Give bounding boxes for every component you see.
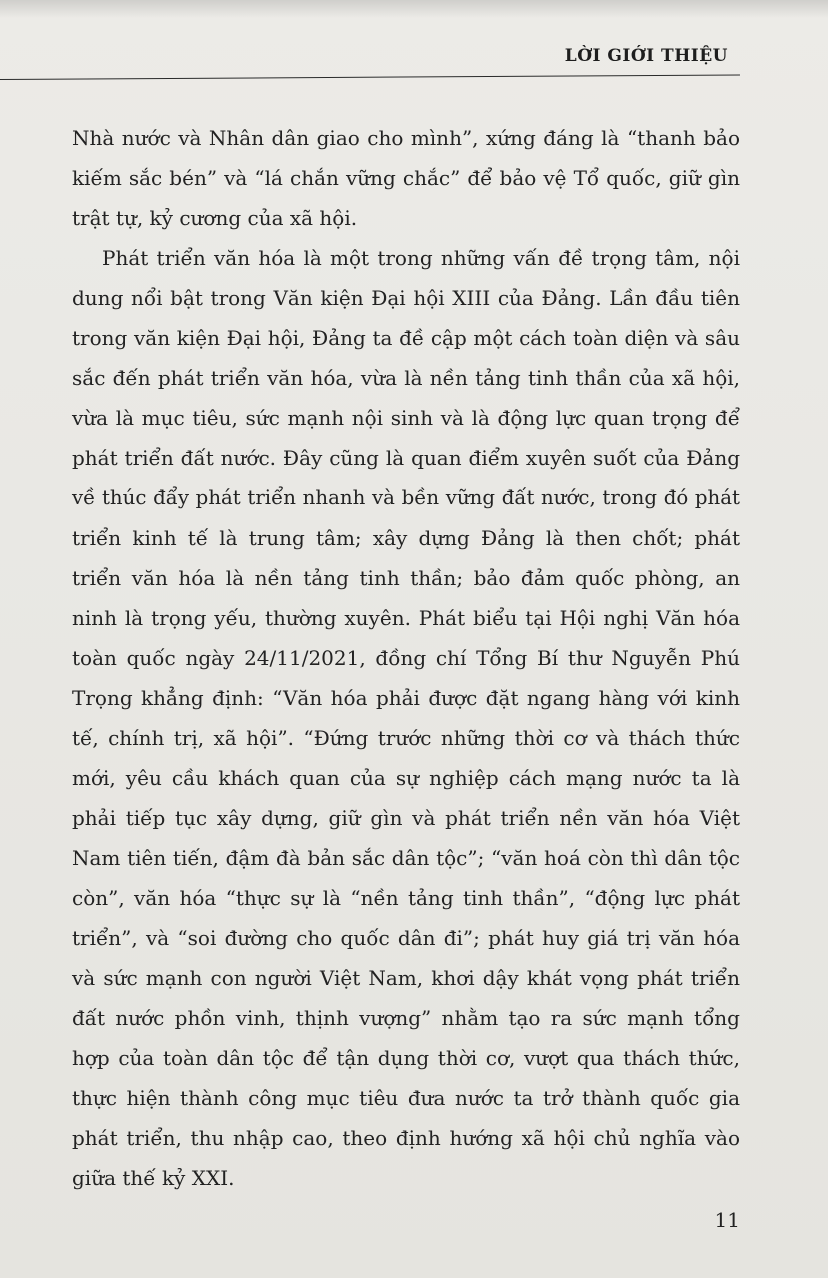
text-line: phát triển đất nước. Đây cũng là quan điểm xuyên suốt của Đảng [72, 446, 740, 470]
text-line: ninh là trọng yếu, thường xuyên. Phát biểu tại Hội nghị Văn hóa [72, 606, 740, 630]
text-line: phải tiếp tục xây dựng, giữ gìn và phát triển nền văn hóa Việt [72, 806, 740, 830]
text-line: giữa thế kỷ XXI. [72, 1166, 235, 1190]
text-line: còn”, văn hóa “thực sự là “nền tảng tinh thần”, “động lực phát [72, 886, 740, 910]
text-line: phát triển, thu nhập cao, theo định hướng xã hội chủ nghĩa vào [72, 1126, 740, 1150]
text-line: Nhà nước và Nhân dân giao cho mình”, xứng đáng là “thanh bảo [72, 126, 740, 150]
text-line: Phát triển văn hóa là một trong những vấn đề trọng tâm, nội [102, 246, 740, 270]
running-header-title: LỜI GIỚI THIỆU [564, 46, 728, 66]
text-line: trong văn kiện Đại hội, Đảng ta đề cập một cách toàn diện và sâu [72, 326, 740, 350]
text-line: Trọng khẳng định: “Văn hóa phải được đặt ngang hàng với kinh [72, 686, 740, 710]
page-number: 11 [714, 1208, 740, 1232]
text-line: mới, yêu cầu khách quan của sự nghiệp cách mạng nước ta là [72, 766, 740, 790]
text-line: triển văn hóa là nền tảng tinh thần; bảo đảm quốc phòng, an [72, 566, 740, 590]
text-line: hợp của toàn dân tộc để tận dụng thời cơ, vượt qua thách thức, [72, 1046, 740, 1070]
text-line: vừa là mục tiêu, sức mạnh nội sinh và là động lực quan trọng để [72, 406, 740, 430]
text-line: sắc đến phát triển văn hóa, vừa là nền tảng tinh thần của xã hội, [72, 366, 740, 390]
body-text [72, 118, 740, 1198]
text-line: và sức mạnh con người Việt Nam, khơi dậy khát vọng phát triển [72, 966, 740, 990]
text-line: về thúc đẩy phát triển nhanh và bền vững đất nước, trong đó phát [72, 486, 740, 509]
text-line: dung nổi bật trong Văn kiện Đại hội XIII của Đảng. Lần đầu tiên [72, 286, 740, 310]
text-line: triển kinh tế là trung tâm; xây dựng Đảng là then chốt; phát [72, 526, 740, 550]
text-line: triển”, và “soi đường cho quốc dân đi”; phát huy giá trị văn hóa [72, 926, 740, 950]
text-line: trật tự, kỷ cương của xã hội. [72, 206, 358, 230]
text-line: tế, chính trị, xã hội”. “Đứng trước những thời cơ và thách thức [72, 726, 740, 750]
text-line: đất nước phồn vinh, thịnh vượng” nhằm tạo ra sức mạnh tổng [72, 1006, 740, 1030]
text-line: kiếm sắc bén” và “lá chắn vững chắc” để bảo vệ Tổ quốc, giữ gìn [72, 166, 740, 190]
header-rule [0, 74, 740, 80]
text-line: Nam tiên tiến, đậm đà bản sắc dân tộc”; “văn hoá còn thì dân tộc [72, 846, 740, 870]
text-line: toàn quốc ngày 24/11/2021, đồng chí Tổng Bí thư Nguyễn Phú [72, 646, 740, 670]
text-line: thực hiện thành công mục tiêu đưa nước ta trở thành quốc gia [72, 1086, 740, 1110]
